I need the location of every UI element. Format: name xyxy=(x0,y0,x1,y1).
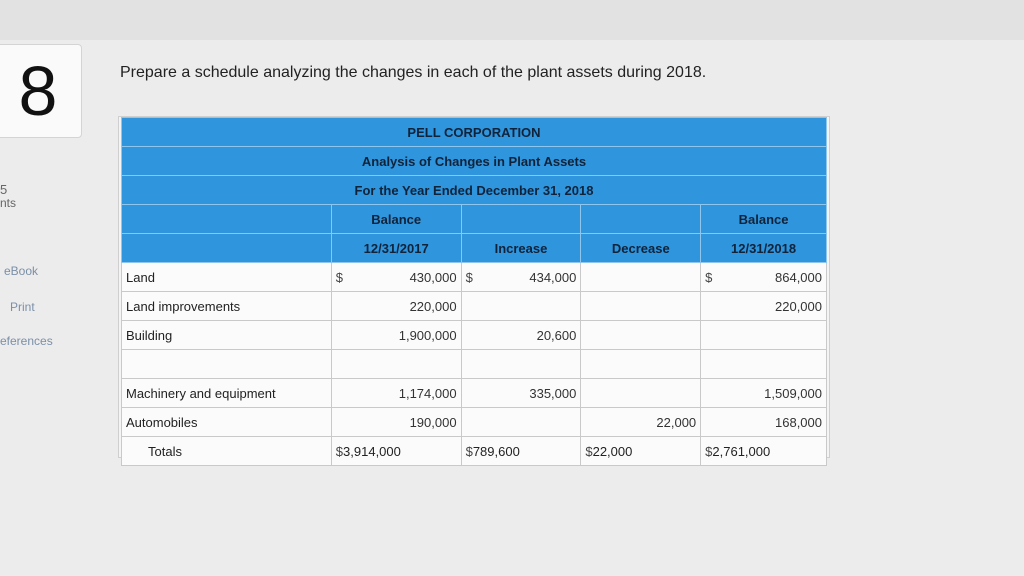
currency-symbol: $ xyxy=(335,269,344,285)
increase-cell[interactable] xyxy=(461,437,581,466)
decrease-cell[interactable] xyxy=(581,292,701,321)
points-value: 5 xyxy=(0,182,8,197)
decrease-value: 22,000 xyxy=(656,414,697,430)
balance-begin-cell[interactable] xyxy=(331,437,461,466)
balance-begin-value: 1,174,000 xyxy=(398,385,457,401)
print-link[interactable]: Print xyxy=(10,300,35,314)
table-row xyxy=(122,408,827,437)
currency-symbol: $ xyxy=(335,443,344,459)
header-blank xyxy=(461,205,581,234)
increase-cell[interactable] xyxy=(461,408,581,437)
decrease-cell[interactable] xyxy=(581,350,701,379)
header-date-begin: 12/31/2017 xyxy=(331,234,461,263)
balance-begin-value: 220,000 xyxy=(409,298,457,314)
header-date-end: 12/31/2018 xyxy=(701,234,827,263)
currency-symbol: $ xyxy=(585,443,593,459)
table-row xyxy=(122,379,827,408)
decrease-value: 22,000 xyxy=(592,443,633,459)
balance-end-cell[interactable] xyxy=(701,408,827,437)
question-prompt: Prepare a schedule analyzing the changes in each of the plant assets during 2018. xyxy=(120,64,707,81)
balance-end-cell[interactable] xyxy=(701,292,827,321)
balance-end-value: 2,761,000 xyxy=(712,443,771,459)
row-label: Land xyxy=(122,263,332,292)
balance-end-cell[interactable] xyxy=(701,263,827,292)
row-label: Automobiles xyxy=(122,408,332,437)
header-balance-end: Balance xyxy=(701,205,827,234)
points-label: nts xyxy=(0,196,17,210)
balance-begin-cell[interactable] xyxy=(331,350,461,379)
top-bar xyxy=(0,0,1024,40)
references-link[interactable]: eferences xyxy=(0,334,53,348)
currency-symbol: $ xyxy=(465,443,473,459)
schedule-panel xyxy=(118,116,830,458)
balance-begin-value: 1,900,000 xyxy=(398,327,457,343)
table-row xyxy=(122,263,827,292)
table-row xyxy=(122,321,827,350)
currency-symbol: $ xyxy=(705,269,713,285)
increase-value: 20,600 xyxy=(536,327,577,343)
increase-cell[interactable] xyxy=(461,379,581,408)
header-decrease: Decrease xyxy=(581,234,701,263)
balance-begin-cell[interactable] xyxy=(331,292,461,321)
balance-end-cell[interactable] xyxy=(701,379,827,408)
header-blank xyxy=(122,234,332,263)
header-blank xyxy=(581,205,701,234)
increase-value: 434,000 xyxy=(529,269,577,285)
ebook-link[interactable]: eBook xyxy=(4,264,39,278)
question-number: 8 xyxy=(0,44,82,138)
currency-symbol: $ xyxy=(705,443,713,459)
decrease-cell[interactable] xyxy=(581,379,701,408)
balance-begin-cell[interactable] xyxy=(331,263,461,292)
balance-end-value: 168,000 xyxy=(775,414,822,430)
balance-begin-cell[interactable] xyxy=(331,321,461,350)
balance-end-cell[interactable] xyxy=(701,437,827,466)
totals-row xyxy=(122,437,827,466)
decrease-cell[interactable] xyxy=(581,263,701,292)
increase-value: 335,000 xyxy=(529,385,577,401)
balance-begin-cell[interactable] xyxy=(331,408,461,437)
row-label: Machinery and equipment xyxy=(122,379,332,408)
balance-end-value: 1,509,000 xyxy=(764,385,822,401)
balance-begin-cell[interactable] xyxy=(331,379,461,408)
decrease-cell[interactable] xyxy=(581,408,701,437)
company-name: PELL CORPORATION xyxy=(122,118,827,147)
balance-end-cell[interactable] xyxy=(701,350,827,379)
increase-cell[interactable] xyxy=(461,292,581,321)
table-row xyxy=(122,292,827,321)
schedule-table xyxy=(121,117,827,466)
balance-end-value: 864,000 xyxy=(775,269,822,285)
increase-cell[interactable] xyxy=(461,321,581,350)
header-balance-begin: Balance xyxy=(331,205,461,234)
balance-begin-value: 430,000 xyxy=(409,269,457,285)
row-label: Totals xyxy=(122,437,332,466)
balance-end-value: 220,000 xyxy=(775,298,822,314)
increase-cell[interactable] xyxy=(461,263,581,292)
schedule-title: Analysis of Changes in Plant Assets xyxy=(122,147,827,176)
row-label: Building xyxy=(122,321,332,350)
header-blank xyxy=(122,205,332,234)
header-increase: Increase xyxy=(461,234,581,263)
balance-end-cell[interactable] xyxy=(701,321,827,350)
increase-cell[interactable] xyxy=(461,350,581,379)
decrease-cell[interactable] xyxy=(581,321,701,350)
decrease-cell[interactable] xyxy=(581,437,701,466)
increase-value: 789,600 xyxy=(472,443,520,459)
row-label xyxy=(122,350,332,379)
row-label: Land improvements xyxy=(122,292,332,321)
balance-begin-value: 190,000 xyxy=(409,414,457,430)
currency-symbol: $ xyxy=(465,269,473,285)
balance-begin-value: 3,914,000 xyxy=(343,443,401,459)
schedule-period: For the Year Ended December 31, 2018 xyxy=(122,176,827,205)
table-row xyxy=(122,350,827,379)
